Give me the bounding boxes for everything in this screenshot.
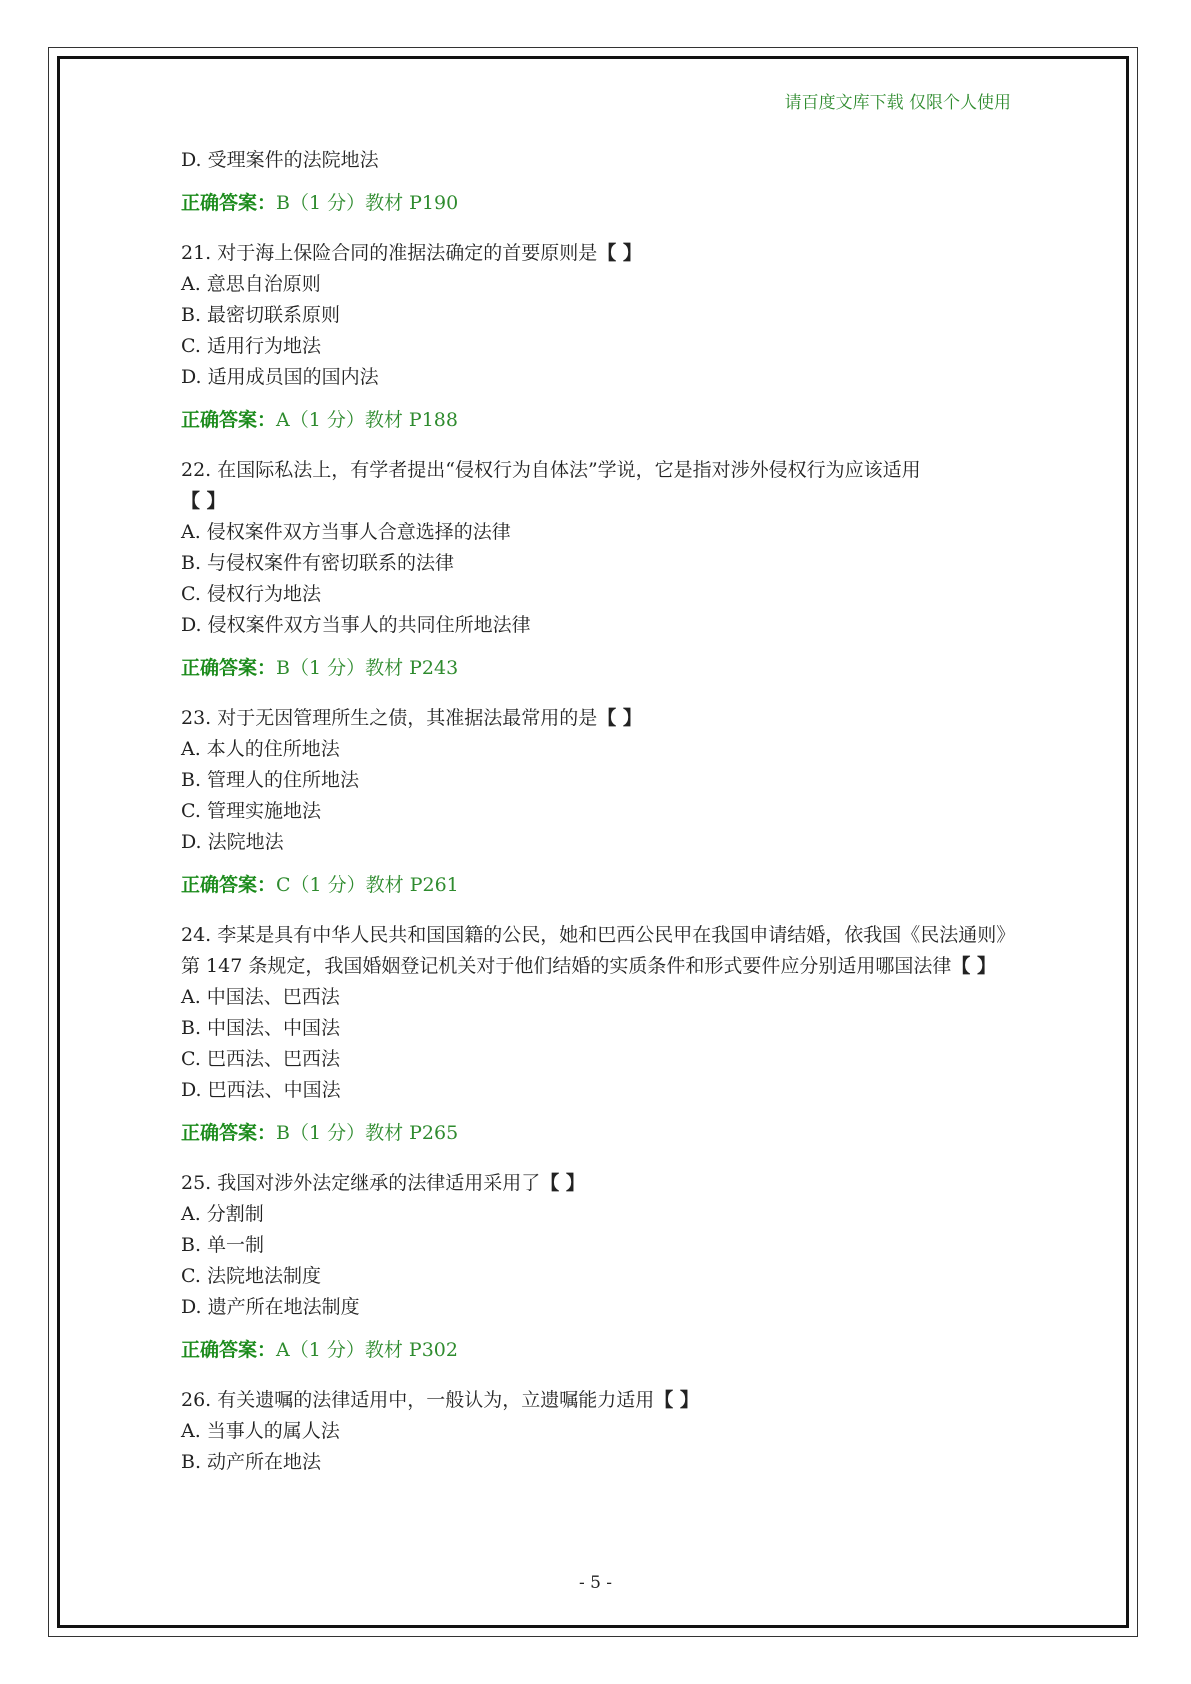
answer-text: C（1 分）教材 P261 bbox=[276, 874, 459, 896]
correct-answer bbox=[181, 1118, 1021, 1149]
option-a: A. 侵权案件双方当事人合意选择的法律 bbox=[181, 521, 511, 543]
answer-bracket: 【 】 bbox=[181, 490, 226, 512]
option-b: B. 管理人的住所地法 bbox=[181, 769, 360, 791]
option-b: B. 最密切联系原则 bbox=[181, 304, 341, 326]
answer-bracket: 【 】 bbox=[597, 242, 642, 264]
answer-bracket: 【 】 bbox=[597, 707, 642, 729]
question-stem bbox=[181, 1168, 1021, 1199]
answer-label: 正确答案： bbox=[181, 409, 277, 431]
option-c: C. 侵权行为地法 bbox=[181, 583, 321, 605]
option-b: B. 与侵权案件有密切联系的法律 bbox=[181, 552, 455, 574]
answer-bracket: 【 】 bbox=[951, 955, 996, 977]
stem-text: 22. 在国际私法上，有学者提出“侵权行为自体法”学说，它是指对涉外侵权行为应该适用 bbox=[181, 459, 921, 481]
option-a: A. 当事人的属人法 bbox=[181, 1420, 340, 1442]
answer-text: B（1 分）教材 P243 bbox=[276, 657, 459, 679]
correct-answer bbox=[181, 405, 1021, 436]
answer-label: 正确答案： bbox=[181, 874, 277, 896]
option-b: B. 中国法、中国法 bbox=[181, 1017, 341, 1039]
answer-text: B（1 分）教材 P190 bbox=[276, 192, 459, 214]
option-d: D. 适用成员国的国内法 bbox=[181, 366, 379, 388]
answer-label: 正确答案： bbox=[181, 1339, 277, 1361]
correct-answer bbox=[181, 653, 1021, 684]
answer-text: A（1 分）教材 P188 bbox=[276, 409, 458, 431]
option-b: B. 单一制 bbox=[181, 1234, 265, 1256]
answer-text: A（1 分）教材 P302 bbox=[276, 1339, 458, 1361]
option-c: C. 法院地法制度 bbox=[181, 1265, 321, 1287]
option-d: D. 侵权案件双方当事人的共同住所地法律 bbox=[181, 614, 531, 636]
answer-label: 正确答案： bbox=[181, 1122, 277, 1144]
answer-bracket: 【 】 bbox=[540, 1172, 585, 1194]
question-stem bbox=[181, 1385, 1021, 1416]
option-b: B. 动产所在地法 bbox=[181, 1451, 322, 1473]
option-a: A. 本人的住所地法 bbox=[181, 738, 340, 760]
page-number: - 5 - bbox=[578, 1573, 613, 1593]
correct-answer bbox=[181, 870, 1021, 901]
prev-option-d: D. 受理案件的法院地法 bbox=[181, 149, 379, 171]
option-d: D. 遗产所在地法制度 bbox=[181, 1296, 360, 1318]
question-25 bbox=[181, 1168, 1021, 1366]
correct-answer bbox=[181, 1335, 1021, 1366]
answer-label: 正确答案： bbox=[181, 192, 277, 214]
option-c: C. 巴西法、巴西法 bbox=[181, 1048, 340, 1070]
question-stem bbox=[181, 455, 1021, 517]
answer-bracket: 【 】 bbox=[654, 1389, 699, 1411]
question-22 bbox=[181, 455, 1021, 684]
question-stem bbox=[181, 920, 1021, 982]
question-26 bbox=[181, 1385, 1021, 1478]
stem-text: 24. 李某是具有中华人民共和国国籍的公民，她和巴西公民甲在我国申请结婚，依我国《民法通则》第 147 条规定，我国婚姻登记机关对于他们结婚的实质条件和形式要件应分别适用哪国法律 bbox=[181, 924, 1016, 977]
stem-text: 26. 有关遗嘱的法律适用中，一般认为，立遗嘱能力适用 bbox=[181, 1389, 655, 1411]
stem-text: 23. 对于无因管理所生之债，其准据法最常用的是 bbox=[181, 707, 598, 729]
question-23 bbox=[181, 703, 1021, 901]
question-21 bbox=[181, 238, 1021, 436]
option-c: C. 适用行为地法 bbox=[181, 335, 321, 357]
document-body bbox=[181, 145, 1021, 1478]
option-a: A. 意思自治原则 bbox=[181, 273, 321, 295]
option-d: D. 法院地法 bbox=[181, 831, 284, 853]
stem-text: 25. 我国对涉外法定继承的法律适用采用了 bbox=[181, 1172, 541, 1194]
option-a: A. 中国法、巴西法 bbox=[181, 986, 340, 1008]
stem-text: 21. 对于海上保险合同的准据法确定的首要原则是 bbox=[181, 242, 598, 264]
question-24 bbox=[181, 920, 1021, 1149]
question-stem bbox=[181, 703, 1021, 734]
option-c: C. 管理实施地法 bbox=[181, 800, 321, 822]
prev-answer bbox=[181, 188, 1021, 219]
option-d: D. 巴西法、中国法 bbox=[181, 1079, 341, 1101]
option-a: A. 分割制 bbox=[181, 1203, 264, 1225]
watermark-text: 请百度文库下载 仅限个人使用 bbox=[784, 93, 1011, 113]
answer-label: 正确答案： bbox=[181, 657, 277, 679]
question-stem bbox=[181, 238, 1021, 269]
answer-text: B（1 分）教材 P265 bbox=[276, 1122, 459, 1144]
